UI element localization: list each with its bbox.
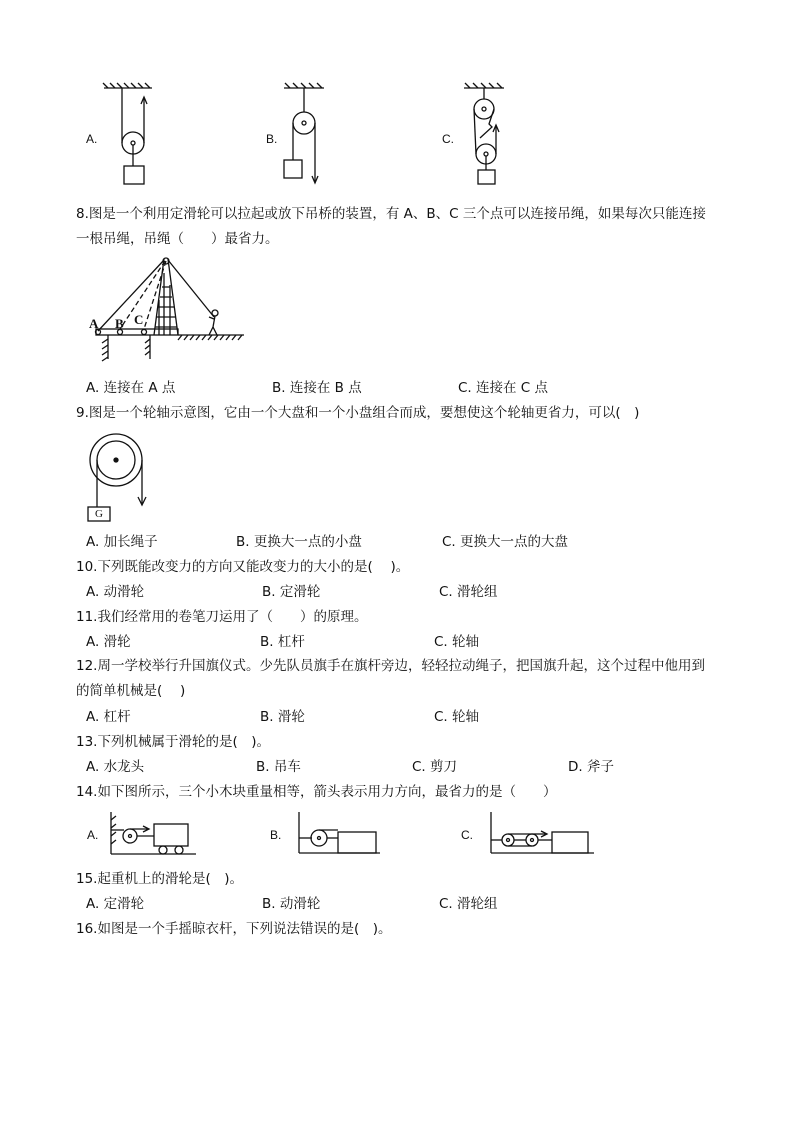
q8-point-a-label: A (89, 316, 99, 331)
q8-point-b-label: B (115, 316, 124, 331)
q13-text: 13.下列机械属于滑轮的是( )。 (76, 734, 271, 750)
q9-option-c[interactable]: C. 更换大一点的大盘 (442, 534, 569, 550)
q12-option-a[interactable]: A. 杠杆 (86, 709, 131, 725)
q14-figure-a (108, 812, 198, 860)
q10-option-a[interactable]: A. 动滑轮 (86, 584, 145, 600)
q11-text: 11.我们经常用的卷笔刀运用了（ ）的原理。 (76, 609, 368, 625)
q8-option-a[interactable]: A. 连接在 A 点 (86, 380, 176, 396)
q11-option-c[interactable]: C. 轮轴 (434, 634, 480, 650)
q8-drawbridge-figure (88, 255, 248, 365)
q14-option-b-label[interactable]: B. (270, 828, 282, 842)
q7-option-c-label[interactable]: C. (442, 132, 454, 146)
q14-text: 14.如下图所示，三个小木块重量相等，箭头表示用力方向，最省力的是（ ） (76, 784, 557, 800)
q9-option-b[interactable]: B. 更换大一点的小盘 (236, 534, 362, 550)
q11-option-a[interactable]: A. 滑轮 (86, 634, 131, 650)
q14-figure-c (488, 812, 598, 858)
q7-option-a-label[interactable]: A. (86, 132, 98, 146)
q15-option-a[interactable]: A. 定滑轮 (86, 896, 145, 912)
q8-point-c-label: C (134, 312, 144, 327)
q14-figure-b (296, 812, 386, 858)
q8-text-line1: 8.图是一个利用定滑轮可以拉起或放下吊桥的装置，有 A、B、C 三个点可以连接吊绳，如果每次只能连接 (76, 206, 706, 222)
q12-text-line1: 12.周一学校举行升国旗仪式。少先队员旗手在旗杆旁边，轻轻拉动绳子，把国旗升起，这个过程中他用到 (76, 658, 705, 674)
q11-option-b[interactable]: B. 杠杆 (260, 634, 305, 650)
q10-text: 10.下列既能改变力的方向又能改变力的大小的是( )。 (76, 559, 410, 575)
q12-option-b[interactable]: B. 滑轮 (260, 709, 305, 725)
q7-figure-b (282, 86, 332, 192)
q9-weight-label: G (95, 508, 103, 520)
q8-option-c[interactable]: C. 连接在 C 点 (458, 380, 549, 396)
q13-option-b[interactable]: B. 吊车 (256, 759, 301, 775)
q10-option-b[interactable]: B. 定滑轮 (262, 584, 321, 600)
q14-option-c-label[interactable]: C. (461, 828, 473, 842)
q9-option-a[interactable]: A. 加长绳子 (86, 534, 158, 550)
q12-text-line2: 的简单机械是( ) (76, 683, 186, 699)
q10-option-c[interactable]: C. 滑轮组 (439, 584, 498, 600)
q16-text: 16.如图是一个手摇晾衣杆，下列说法错误的是( )。 (76, 921, 392, 937)
q7-figure-c (462, 86, 512, 192)
q13-option-d[interactable]: D. 斧子 (568, 759, 614, 775)
q8-option-b[interactable]: B. 连接在 B 点 (272, 380, 362, 396)
q8-text-line2: 一根吊绳，吊绳（ ）最省力。 (76, 231, 279, 247)
q13-option-c[interactable]: C. 剪刀 (412, 759, 458, 775)
q12-option-c[interactable]: C. 轮轴 (434, 709, 480, 725)
q15-option-b[interactable]: B. 动滑轮 (262, 896, 321, 912)
q13-option-a[interactable]: A. 水龙头 (86, 759, 145, 775)
q15-text: 15.起重机上的滑轮是( )。 (76, 871, 244, 887)
q9-text: 9.图是一个轮轴示意图，它由一个大盘和一个小盘组合而成，要想使这个轮轴更省力，可以( ) (76, 405, 640, 421)
q15-option-c[interactable]: C. 滑轮组 (439, 896, 498, 912)
q7-figure-a (100, 86, 160, 192)
q7-option-b-label[interactable]: B. (266, 132, 278, 146)
q14-option-a-label[interactable]: A. (87, 828, 99, 842)
